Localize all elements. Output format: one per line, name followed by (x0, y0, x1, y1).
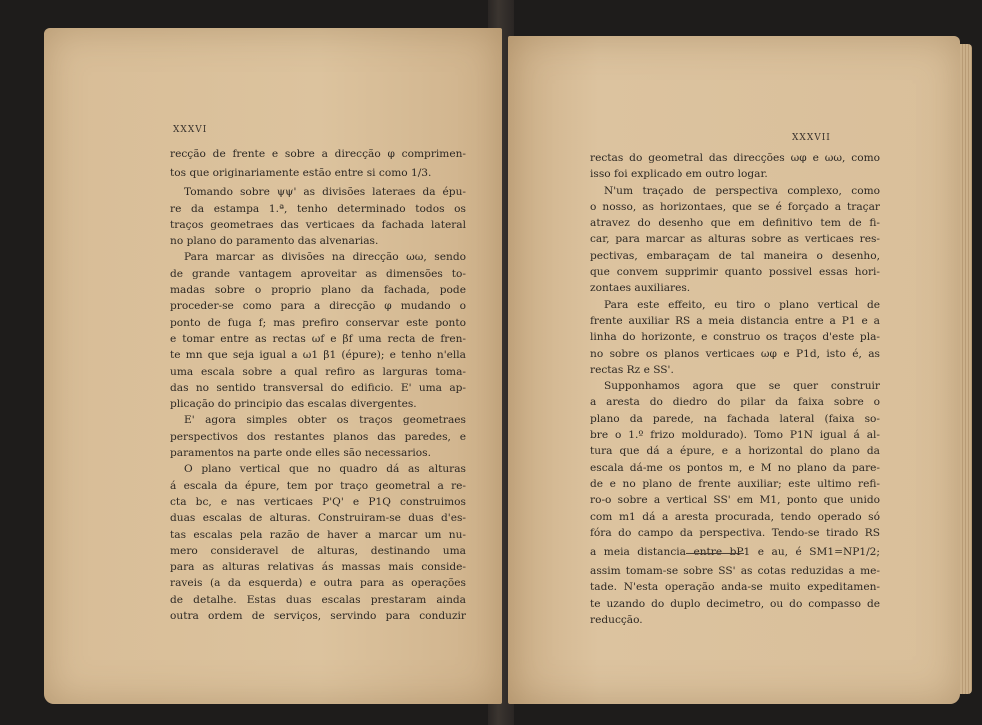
text-line: te mn que seja igual a ω1 β1 (épure); e tenho n'ella (170, 349, 466, 362)
text-line: isso foi explicado em outro logar. (590, 168, 768, 181)
text-line: e tomar entre as rectas ωf e βf uma recta de fren- (170, 332, 466, 345)
text-line: a aresta do diedro do pilar da faixa sobre o (590, 396, 880, 409)
text-line: N'um traçado de perspectiva complexo, como (604, 184, 880, 197)
text-line: re da estampa 1.ª, tenho determinado todos os (170, 202, 466, 215)
text-line: pectivas, embaraçam de tal maneira o desenho, (590, 249, 880, 262)
text-line: Supponhamos agora que se quer construir (604, 380, 880, 393)
text-line: tura que dá a épure, e a horizontal do plano da (590, 445, 880, 458)
section-end-rule (686, 553, 744, 554)
text-line: duas escalas de alturas. Construiram-se duas d'es- (170, 512, 466, 525)
text-line: escala dá-me os pontos m, e M no plano da pare- (590, 461, 880, 474)
text-line: tos que originariamente estão entre si como 1/3. (170, 167, 432, 180)
right-page (508, 36, 960, 704)
text-line: plano da parede, na fachada lateral (faixa so- (590, 412, 880, 425)
text-line: proceder-se como para a direcção φ mudando o (170, 300, 466, 313)
text-line: rectas do geometral das direcções ωφ e ωω, como (590, 152, 880, 164)
text-line: no sobre os planos verticaes ωφ e P1d, isto é, as (590, 347, 880, 360)
text-line: paramentos na parte onde elles são necessarios. (170, 447, 431, 460)
text-line: uma escala sobre a qual refiro as larguras toma- (170, 365, 466, 378)
left-page-number: XXXVI (173, 125, 208, 135)
text-line: perspectivos dos restantes planos das paredes, e (170, 430, 466, 443)
text-line: bre o 1.º frizo moldurado). Tomo P1N igual á al- (590, 429, 880, 442)
text-line: á escala da épure, tem por traço geometral a re- (170, 479, 466, 492)
right-page-text (590, 150, 880, 628)
text-line: rectas Rz e SS'. (590, 363, 674, 376)
text-line: que convem supprimir quanto possivel essas hori- (590, 266, 880, 279)
text-line: plicação do principio das escalas divergentes. (170, 398, 417, 411)
right-page-number: XXXVII (792, 133, 831, 143)
text-line: raveis (a da esquerda) e outra para as operações (170, 577, 466, 590)
text-line: fóra do campo da perspectiva. Tendo-se tirado RS (590, 526, 880, 539)
text-line: car, para marcar as alturas sobre as verticaes res- (590, 233, 880, 246)
left-page-text (170, 146, 466, 624)
text-line: no plano do paramento das alvenarias. (170, 235, 379, 248)
text-line: Para marcar as divisões na direcção ωω, sendo (184, 251, 466, 264)
text-line: frente auxiliar RS a meia distancia entre a P1 e a (590, 314, 880, 327)
left-page (44, 28, 502, 704)
text-line: atravez do desenho que em definitivo tem de fi- (590, 217, 880, 230)
text-line: tas escalas pela razão de haver a marcar um nu- (170, 528, 466, 541)
text-line: E' agora simples obter os traços geometraes (184, 414, 466, 427)
text-line: O plano vertical que no quadro dá as alturas (184, 463, 466, 476)
text-line: Para este effeito, eu tiro o plano vertical de (604, 298, 880, 311)
text-line: assim tomam-se sobre SS' as cotas reduzidas a me- (590, 565, 880, 578)
text-line: cta bc, e nas verticaes P'Q' e P1Q construimos (170, 495, 466, 508)
text-line: tade. N'esta operação anda-se muito expeditamen- (590, 581, 880, 594)
text-line: traços geometraes das verticaes da fachada lateral (170, 218, 466, 231)
text-line: te uzando do duplo decimetro, ou do compasso de (590, 597, 880, 610)
page-block-edge (960, 44, 972, 694)
text-line: de grande vantagem aproveitar as dimensões to- (170, 267, 466, 280)
text-line: mero consideravel de alturas, destinando uma (170, 544, 466, 557)
text-line: com m1 dá a aresta procurada, tendo operado só (590, 510, 880, 523)
text-line: ponto de fuga f; mas prefiro conservar este ponto (170, 316, 466, 329)
text-line: de detalhe. Estas duas escalas prestaram ainda (170, 593, 466, 606)
text-line: o nosso, as horizontaes, que se é forçado a traçar (590, 200, 880, 213)
text-line: ro-o sobre a vertical SS' em M1, ponto que unido (590, 494, 880, 507)
text-line: das no sentido transversal do edificio. E' uma ap- (170, 381, 466, 394)
text-line: recção de frente e sobre a direcção φ comprimen- (170, 148, 466, 160)
text-line: a meia distancia entre bP1 e au, é SM1=NP1/2; (590, 546, 880, 559)
text-line: outra ordem de serviços, servindo para conduzir (170, 610, 466, 623)
text-line: zontaes auxiliares. (590, 282, 691, 295)
text-line: madas sobre o proprio plano da fachada, pode (170, 284, 466, 297)
text-line: linha do horizonte, e construo os traços d'este pla- (590, 331, 880, 344)
text-line: para as alturas relativas ás massas mais conside- (170, 561, 466, 574)
text-line: reducção. (590, 614, 643, 627)
text-line: de e no plano de frente auxiliar; este ultimo refi- (590, 477, 880, 490)
text-line: Tomando sobre ψψ' as divisões lateraes da épu- (184, 186, 466, 199)
